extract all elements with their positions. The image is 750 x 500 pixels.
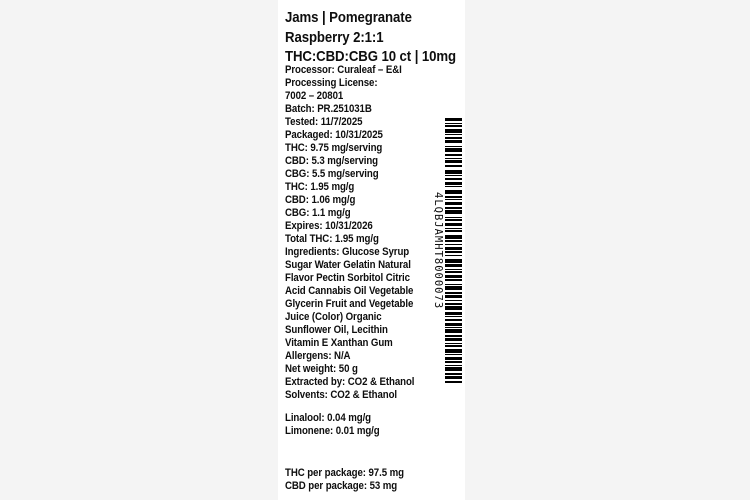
label-info-line: CBG: 1.1 mg/g: [285, 207, 351, 219]
barcode-bar: [445, 207, 462, 209]
label-info-line: CBG: 5.5 mg/serving: [285, 168, 379, 180]
label-info-line: Solvents: CO2 & Ethanol: [285, 389, 398, 401]
barcode-bar: [445, 228, 462, 229]
barcode-bar: [445, 165, 462, 167]
label-info-line: Glycerin Fruit and Vegetable: [285, 298, 414, 310]
label-info-line: Expires: 10/31/2026: [285, 220, 373, 232]
terpene-line: Limonene: 0.01 mg/g: [285, 425, 380, 437]
label-info-line: Flavor Pectin Sorbitol Citric: [285, 272, 410, 284]
label-info-line: Processor: Curaleaf – E&I: [285, 64, 402, 76]
barcode-bar: [445, 327, 462, 328]
barcode-bar: [445, 125, 462, 127]
barcode-bar: [445, 306, 462, 310]
product-title: [285, 8, 456, 67]
barcode-bar: [445, 160, 462, 163]
barcode-bar: [445, 365, 462, 366]
label-info-line: Ingredients: Glucose Syrup: [285, 246, 410, 258]
package-total-line: CBD per package: 53 mg: [285, 480, 398, 492]
barcode-bar: [445, 255, 462, 256]
barcode-bar: [445, 118, 462, 121]
barcode-bar: [445, 235, 462, 239]
barcode-bar: [445, 154, 462, 156]
barcode-bar: [445, 170, 462, 174]
label-info-line: THC: 1.95 mg/g: [285, 181, 355, 193]
barcode-bar: [445, 190, 462, 194]
barcode-bar: [445, 349, 462, 353]
barcode-bar: [445, 345, 462, 347]
barcode-bar: [445, 210, 462, 214]
barcode-bar: [445, 129, 462, 133]
package-total-lines: [285, 467, 404, 493]
label-info-line: Net weight: 50 g: [285, 363, 358, 375]
label-info-line: Total THC: 1.95 mg/g: [285, 233, 379, 245]
barcode-bar: [445, 247, 462, 250]
barcode-bar: [445, 123, 462, 124]
barcode-bar: [445, 300, 462, 301]
package-total-line: THC per package: 97.5 mg: [285, 467, 404, 479]
barcode-bar: [445, 381, 462, 383]
barcode-bar: [445, 269, 462, 270]
barcode-bar: [445, 182, 462, 185]
barcode-bar: [445, 316, 462, 317]
label-info-line: Allergens: N/A: [285, 350, 351, 362]
barcode-bar: [445, 148, 462, 152]
barcode-bar: [445, 343, 462, 344]
barcode-bar: [445, 137, 462, 139]
barcode-bar: [445, 199, 462, 200]
label-info-lines: [285, 64, 414, 402]
product-title-line: Raspberry 2:1:1: [285, 28, 384, 46]
barcode-bar: [445, 244, 462, 245]
label-info-line: Juice (Color) Organic: [285, 311, 382, 323]
label-info-line: Packaged: 10/31/2025: [285, 129, 383, 141]
barcode-bar: [445, 251, 462, 253]
barcode-bar: [445, 230, 462, 232]
product-label: Jams | Pomegranate Raspberry 2:1:1 THC:CBD:CBG 10 ct | 10mg Processor: Curaleaf – E&I Processing License: 7002 – 20801 Batch: PR.251031B Tested: 11/7/2025 Packaged: 10/31/2025 THC: 9.75 mg/serving CBD: 5.3 mg/serving CBG: 5.5 mg/serving THC: 1.95 mg/g CBD: 1.06 mg/g CBG: 1.1 mg/g Expires: 10/31/2026 Total THC: 1.95 mg/g Ingredients: Glucose Syrup Sugar Water Gelatin Natural Flavor Pectin Sorbitol Citric Acid Cannabis Oil Vegetable Glycerin Fruit and Vegetable Juice (Color) Organic Sunflower Oil, Lecithin Vitamin E Xanthan Gum Allergens: N/A Net weight: 50 g Extracted by: CO2 & Ethanol Solvents: CO2 & Ethanol Linalool: 0.04 mg/g Limonene: 0.01 mg/g THC per package: 97.5 mg CBD per package: 53 mg 4LQBJAMHT8000073: [278, 0, 465, 500]
barcode-bar: [445, 175, 462, 176]
barcode-bar: [445, 329, 462, 333]
barcode-bar: [445, 259, 462, 263]
barcode-bar: [445, 279, 462, 281]
barcode-bar: [445, 271, 462, 273]
label-info-line: Sugar Water Gelatin Natural: [285, 259, 411, 271]
barcode-bar: [445, 376, 462, 379]
label-info-line: Tested: 11/7/2025: [285, 116, 363, 128]
barcode-bar: [445, 373, 462, 375]
barcode-bars: [445, 118, 462, 383]
barcode-bar: [445, 335, 462, 337]
barcode-bar: [445, 354, 462, 355]
barcode-bar: [445, 275, 462, 278]
barcode-bar: [445, 178, 462, 180]
barcode-bar: [445, 158, 462, 159]
product-title-line: Jams | Pomegranate: [285, 9, 412, 26]
label-info-line: Processing License:: [285, 77, 378, 89]
barcode-bar: [445, 134, 462, 135]
label-info-line: Batch: PR.251031B: [285, 103, 372, 115]
barcode-bar: [445, 219, 462, 221]
barcode-bar: [445, 361, 462, 363]
barcode-bar: [445, 367, 462, 371]
label-info-line: Extracted by: CO2 & Ethanol: [285, 376, 415, 388]
barcode-bar: [445, 323, 462, 326]
barcode-bar: [445, 223, 462, 226]
label-info-line: THC: 9.75 mg/serving: [285, 142, 383, 154]
label-info-line: Vitamin E Xanthan Gum: [285, 337, 393, 349]
barcode-bar: [445, 284, 462, 285]
label-info-line: 7002 – 20801: [285, 90, 344, 102]
barcode-bar: [445, 295, 462, 298]
label-info-line: Sunflower Oil, Lecithin: [285, 324, 388, 336]
barcode-bar: [445, 186, 462, 187]
product-title-line: THC:CBD:CBG 10 ct | 10mg: [285, 48, 457, 65]
terpene-line: Linalool: 0.04 mg/g: [285, 412, 372, 424]
barcode-bar: [445, 240, 462, 242]
barcode-bar: [445, 312, 462, 315]
label-info-line: CBD: 1.06 mg/g: [285, 194, 356, 206]
label-info-line: Acid Cannabis Oil Vegetable: [285, 285, 414, 297]
barcode-bar: [445, 146, 462, 147]
barcode-bar: [445, 319, 462, 321]
barcode-bar: [445, 196, 462, 198]
barcode-bar: [445, 303, 462, 305]
barcode-bar: [445, 286, 462, 290]
barcode-bar: [445, 217, 462, 218]
label-info-line: CBD: 5.3 mg/serving: [285, 155, 379, 167]
barcode-bar: [445, 292, 462, 294]
barcode-bar: [445, 264, 462, 267]
barcode-bar: [445, 202, 462, 205]
barcode-bar: [445, 140, 462, 143]
barcode-bar: [445, 357, 462, 360]
barcode-bar: [445, 338, 462, 341]
terpene-lines: [285, 412, 380, 438]
